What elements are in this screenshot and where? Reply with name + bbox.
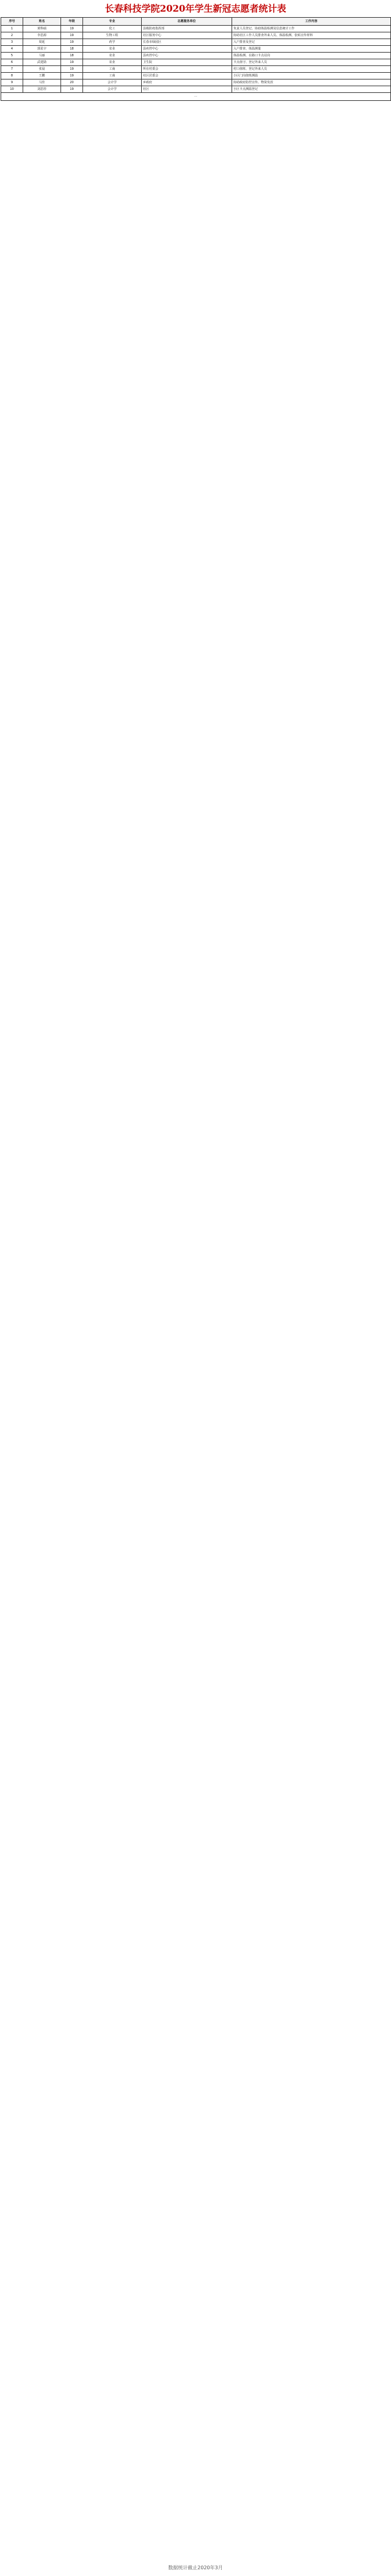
cell-unit: 所在村委会 (142, 66, 232, 73)
cell-grade: 19 (61, 26, 83, 32)
table-row (1, 86, 391, 93)
ellipsis-cell: ⋯ (1, 93, 391, 101)
cell-major: 工商 (83, 73, 142, 79)
table-row (1, 26, 391, 32)
table-row (1, 39, 391, 46)
cell-content: 协助政府防控宣传、物资发放 (232, 79, 391, 86)
cell-index: 7 (1, 66, 23, 73)
cell-name: 马丽 (23, 53, 61, 59)
volunteer-table (1, 17, 391, 101)
header-name: 姓名 (23, 18, 61, 26)
table-row-ellipsis (1, 93, 391, 101)
cell-major: 生物工程 (83, 32, 142, 39)
cell-content: 负责人员登记、协助体温检测及信息统计工作 (232, 26, 391, 32)
cell-grade: 18 (61, 46, 83, 53)
cell-grade: 19 (61, 86, 83, 93)
cell-index: 4 (1, 46, 23, 53)
cell-name: 马佳 (23, 79, 61, 86)
cell-index: 2 (1, 32, 23, 39)
cell-name: 周延 (23, 39, 61, 46)
cell-unit: 长春市绿园区 (142, 39, 232, 46)
cell-content: 体温检测、在路口卡点站岗 (232, 53, 391, 59)
table-row (1, 46, 391, 53)
header-unit: 志愿服务单位 (142, 18, 232, 26)
header-index: 序号 (1, 18, 23, 26)
cell-index: 3 (1, 39, 23, 46)
cell-major: 会计学 (83, 79, 142, 86)
cell-name: 郭星宇 (23, 46, 61, 53)
cell-unit: 社区居委会 (142, 73, 232, 79)
cell-unit: 社区 (142, 86, 232, 93)
cell-content: 村口值班、登记外来人员 (232, 66, 391, 73)
cell-major: 药学 (83, 39, 142, 46)
cell-unit: 县疾控中心 (142, 46, 232, 53)
cell-index: 5 (1, 53, 23, 59)
cell-index: 9 (1, 79, 23, 86)
cell-major: 农业 (83, 46, 142, 53)
cell-grade: 20 (61, 79, 83, 86)
cell-grade: 18 (61, 53, 83, 59)
table-header-row (1, 18, 391, 26)
cell-unit: 县级防疫指挥部 (142, 26, 232, 32)
cell-content: 入户排查、体温测量 (232, 46, 391, 53)
header-content: 工作内容 (232, 18, 391, 26)
cell-index: 1 (1, 26, 23, 32)
cell-unit: 社区服务中心 (142, 32, 232, 39)
cell-major: 会计学 (83, 86, 142, 93)
table-row (1, 79, 391, 86)
cell-grade: 19 (61, 39, 83, 46)
table-row (1, 59, 391, 66)
header-major: 专业 (83, 18, 142, 26)
cell-content: 入户排查及登记 (232, 39, 391, 46)
cell-content: 协助社区工作人员排查外来人员、体温检测、张贴宣传材料 (232, 32, 391, 39)
table-row (1, 32, 391, 39)
document-footer: 数据统计截止2020年3月 (168, 2565, 223, 2570)
header-grade: 年级 (61, 18, 83, 26)
document-title: 长春科技学院2020年学生新冠志愿者统计表 (104, 3, 287, 14)
cell-name: 王鹏 (23, 73, 61, 79)
cell-unit: 县疾控中心 (142, 53, 232, 59)
cell-content: 卡点值守、登记外来人员 (232, 59, 391, 66)
cell-name: 武建勋 (23, 59, 61, 66)
cell-major: 农业 (83, 53, 142, 59)
cell-index: 6 (1, 59, 23, 66)
cell-index: 10 (1, 86, 23, 93)
cell-name: 李思源 (23, 32, 61, 39)
cell-name: 黄科硕 (23, 26, 61, 32)
cell-unit: 乡政府 (142, 79, 232, 86)
cell-index: 8 (1, 73, 23, 79)
table-row (1, 73, 391, 79)
table-row (1, 53, 391, 59)
cell-unit: 卫生院 (142, 59, 232, 66)
cell-grade: 19 (61, 66, 83, 73)
cell-content: 小区卡点测温登记 (232, 86, 391, 93)
cell-grade: 19 (61, 59, 83, 66)
cell-major: 工商 (83, 66, 142, 73)
cell-major: 农业 (83, 59, 142, 66)
cell-major: 化工 (83, 26, 142, 32)
cell-grade: 19 (61, 32, 83, 39)
cell-grade: 19 (61, 73, 83, 79)
cell-name: 刘思彤 (23, 86, 61, 93)
cell-name: 张晨 (23, 66, 61, 73)
cell-content: 小区门岗值班测温 (232, 73, 391, 79)
table-row (1, 66, 391, 73)
